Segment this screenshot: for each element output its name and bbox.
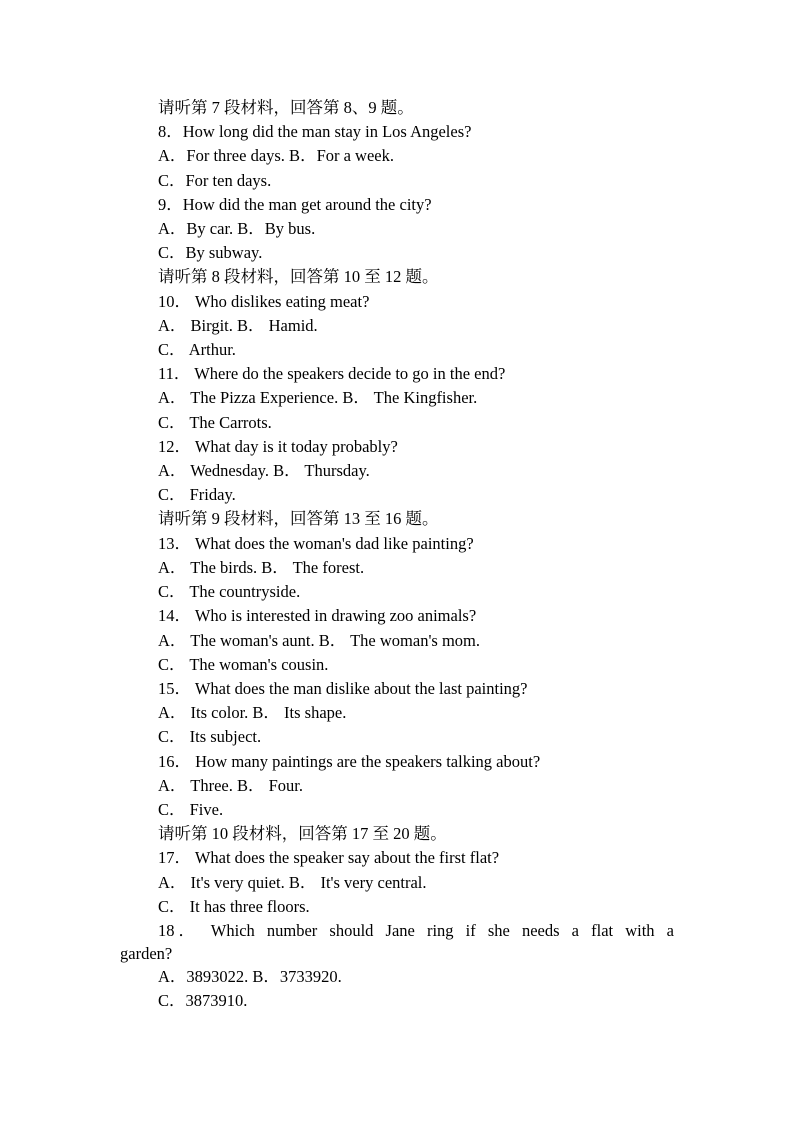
question-18-options-ab: A．3893022. B．3733920. (158, 967, 342, 986)
question-13: 13． What does the woman's dad like painting? (158, 534, 474, 553)
question-17-options-ab: A． It's very quiet. B． It's very central. (158, 873, 427, 892)
question-17: 17． What does the speaker say about the first flat? (158, 848, 500, 867)
question-9-options-ab: A．By car. B．By bus. (158, 219, 316, 238)
question-12-options-ab: A． Wednesday. B． Thursday. (158, 461, 370, 480)
section-heading: 请听第 8 段材料，回答第 10 至 12 题。 (158, 267, 439, 286)
question-18: 18． Which number should Jane ring if she needs a flat with a (158, 921, 674, 940)
question-9-option-c: C．By subway. (158, 243, 263, 262)
question-13-options-ab: A． The birds. B． The forest. (158, 558, 365, 577)
question-8-option-c: C．For ten days. (158, 171, 272, 190)
section-heading: 请听第 10 段材料，回答第 17 至 20 题。 (158, 824, 447, 843)
question-18-option-c: C．3873910. (158, 991, 248, 1010)
question-13-option-c: C． The countryside. (158, 582, 301, 601)
question-14-options-ab: A． The woman's aunt. B． The woman's mom. (158, 631, 481, 650)
question-12: 12． What day is it today probably? (158, 437, 398, 456)
question-15-option-c: C． Its subject. (158, 727, 262, 746)
question-18-continuation: garden? (120, 944, 173, 963)
question-11-options-ab: A． The Pizza Experience. B． The Kingfisher. (158, 388, 478, 407)
question-14-option-c: C． The woman's cousin. (158, 655, 329, 674)
question-16-options-ab: A． Three. B． Four. (158, 776, 303, 795)
question-17-option-c: C． It has three floors. (158, 897, 310, 916)
question-16-option-c: C． Five. (158, 800, 224, 819)
question-15: 15． What does the man dislike about the last painting? (158, 679, 528, 698)
question-10: 10． Who dislikes eating meat? (158, 292, 370, 311)
section-heading: 请听第 7 段材料，回答第 8、9 题。 (158, 98, 414, 117)
question-14: 14． Who is interested in drawing zoo animals? (158, 606, 477, 625)
question-16: 16． How many paintings are the speakers talking about? (158, 752, 541, 771)
question-9: 9．How did the man get around the city? (158, 195, 432, 214)
question-11-option-c: C． The Carrots. (158, 413, 272, 432)
section-heading: 请听第 9 段材料，回答第 13 至 16 题。 (158, 509, 439, 528)
question-11: 11． Where do the speakers decide to go in the end? (158, 364, 506, 383)
question-10-options-ab: A． Birgit. B． Hamid. (158, 316, 318, 335)
question-8: 8．How long did the man stay in Los Angeles? (158, 122, 472, 141)
question-8-options-ab: A．For three days. B．For a week. (158, 146, 394, 165)
question-12-option-c: C． Friday. (158, 485, 236, 504)
question-10-option-c: C． Arthur. (158, 340, 236, 359)
question-15-options-ab: A． Its color. B． Its shape. (158, 703, 347, 722)
